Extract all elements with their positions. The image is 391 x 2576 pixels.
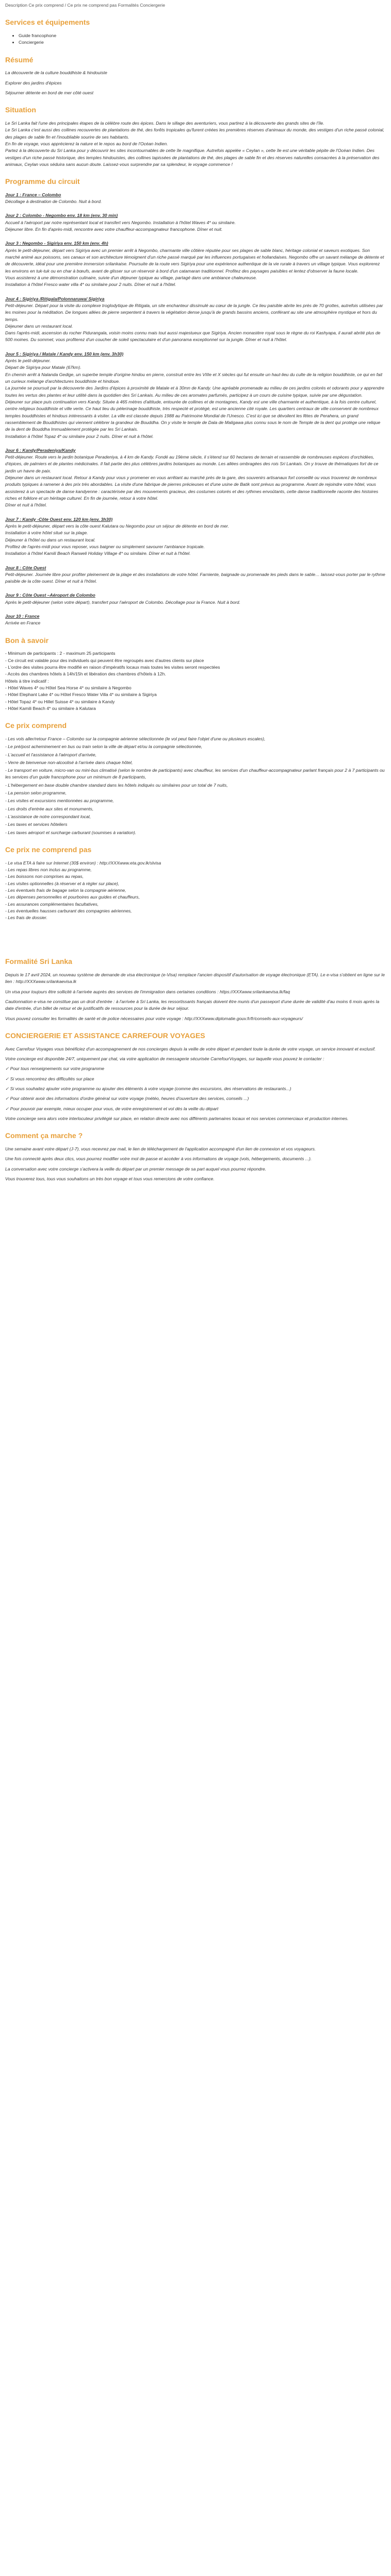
day-line: Après le petit-déjeuner, départ vers Sigiriya avec un premier arrêt à Negombo, charmante ville côtière réputée pour ses plages de sable blanc, héritage colonial et saveurs exotiques. Son marché animé aux poissons, ses canaux et son architecture témoignent d'un riche passé marqué par les influences portugaises et hollandaises. Negombo offre un savant mélange de détente et de découverte, idéal pour une première immersion srilankaise. Poursuite de la route vers Sigiriya pour une expérience authentique de la vie rurale à travers un village typique. Vous explorerez les environs en tuk-tuk ou en char à bœufs, avant de glisser sur un réservoir à bord d'un catamaran traditionnel. Profitez des paysages paisibles et lentez d'observer la faune locale.: [5, 247, 384, 274]
prix-comprend-line: - Les taxes aéroport et surcharge carburant (soumises à variation).: [5, 829, 137, 835]
prix-ne-comprend-line: - Les frais de dossier.: [5, 915, 47, 921]
day-title: Jour 9 : Côte Ouest –Aéroport de Colombo: [5, 592, 95, 598]
day-title: Jour 6 : Kandy/Peradeniya/Kandy: [5, 447, 76, 453]
bon-savoir-title: Bon à savoir: [5, 636, 49, 645]
resume-line: La découverte de la culture bouddhiste & hindouiste: [5, 70, 107, 76]
day-block: [5, 613, 386, 627]
services-item: • Guide francophone: [19, 32, 386, 39]
conciergerie-bullet: ✓ Si vous rencontrez des difficultés sur place: [5, 1076, 94, 1081]
day-line: Profitez de l'après-midi pour vous reposer, vous baigner ou simplement savourer l'ambiance tropicale.: [5, 544, 205, 549]
prix-comprend-line: - Les vols aller/retour France – Colombo sur la compagnie aérienne sélectionnée (le vol peut faire l'objet d'une ou plusieurs escales),: [5, 736, 266, 741]
situation-paragraph: Le Sri Lanka c'est aussi des collines recouvertes de plantations de thé, des forêts tropicales qu'furent créées les premières réserves d'animaux du monde, des vestiges d'un riche passé colonial, des plages de sable fin et l'inoubliable sourire de ses habitants.: [5, 127, 385, 140]
bon-savoir-line: - Minimum de participants : 2 - maximum 25 participants: [5, 651, 116, 656]
comment-title: Comment ça marche ?: [5, 1131, 83, 1140]
comment-paragraph: La conversation avec votre concierge s'activera la veille du départ par un premier message de sa part auquel vous pourrez répondre.: [5, 1166, 267, 1172]
prix-ne-comprend-line: - Les éventuelles hausses carburant des compagnies aériennes,: [5, 908, 132, 913]
day-line: En chemin arrêt à Nalanda Gedige, un superbe temple d'origine hindou en pierre, construit entre les VIIIe et X siècles qui fut ensuite un haut-lieu du culte de la religion bouddhiste, ce qui en fait un curieux mélange d'architectures bouddhiste et hindoue.: [5, 371, 383, 384]
conciergerie-bullet: ✓ Pour pouvoir par exemple, mieux occuper pour vous, de votre enregistrement et vol dès la veille du départ: [5, 1106, 219, 1111]
comment-paragraph: Une semaine avant votre départ (J-7), vous recevrez par mail, le lien de téléchargement de l'application accompagné d'un lien de connexion et vos voyageurs.: [5, 1146, 316, 1151]
prix-comprend-line: - L'hébergement en base double chambre standard dans les hôtels indiqués ou similaires pour un total de 7 nuits,: [5, 782, 228, 788]
day-title: Jour 5 : Sigiriya / Matale / Kandy env. 150 km (env. 3h30): [5, 351, 124, 357]
conciergerie-bullet: ✓ Pour obtenir avoir des informations d'ordre général sur votre voyage (météo, heures d'ouverture des services, conseils ...): [5, 1096, 249, 1101]
comment-paragraph: Une fois connecté après deux clics, vous pourrez modifier votre mot de passe et accéder à vos informations de voyage (vols, hébergements, documents ...).: [5, 1156, 312, 1162]
day-line: Après le petit-déjeuner.: [5, 358, 51, 364]
formalites-content: [5, 972, 386, 1022]
day-line: Petit-déjeuner. Route vers le jardin botanique Peradeniya, à 4 km de Kandy. Fondé au 19ème siècle, il s'étend sur 60 hectares de terrain et rassemble de nombreuses espèces d'orchidées, d'épices, de palmiers et de plantes médicinales. Il fait partie des plus célèbres jardins botaniques au monde. Les allées ombragées des rois Sri Lankais. On y trouve de thématiques fort de ce jardin un havre de paix.: [5, 454, 379, 473]
day-line: Petit-déjeuner. Journée libre pour profiter pleinement de la plage et des installations de votre hôtel. Farniente, baignade ou promenade les pieds dans le sable… laissez-vous porter par le rythme paisible de la côte ouest. Dîner et nuit à l'hôtel.: [5, 571, 385, 584]
programme-days: [5, 192, 386, 627]
situation-title: Situation: [5, 106, 36, 114]
day-line: Petit-déjeuner. Départ pour la visite du complexe troglodytique de Ritigala, un site enchanteur dissimulé au cœur de la jungle. Ce lieu paisible abrite les près de 70 grottes, autrefois utilisées par les moines pour la méditation. De longues allées de pierre serpentent à travers la végétation dense jusqu'à de grands bassins anciens, conférant au site une atmosphère mystique et hors du temps.: [5, 302, 383, 322]
situation-paragraph: Le Sri Lanka fait l'une des principales étapes de la célèbre route des épices. Dans le sillage des aventuriers, vous partirez à la découverte des grands sites de l'île.: [5, 120, 324, 126]
bon-savoir-line: - Hôtel Kamili Beach 4* ou similaire à Kalutara: [5, 705, 96, 711]
day-line: Après le petit-déjeuner, départ vers la côte ouest Kalutara ou Negombo pour un séjour de détente en bord de mer.: [5, 523, 229, 529]
day-line: Dîner et nuit à l'hôtel.: [5, 502, 47, 508]
comment-paragraph: Vous trouverez tous, tous vous souhaitons un très bon voyage et tous vous remercions de votre confiance.: [5, 1176, 215, 1181]
day-block: [5, 516, 386, 557]
day-line: Décollage à destination de Colombo. Nuit à bord.: [5, 199, 102, 205]
formalites-paragraph: Depuis le 17 avril 2024, un nouveau système de demande de visa électronique (e-Visa) remplace l'ancien dispositif d'autorisation de voyage électronique (ETA). Le e-visa s'obtient en ligne sur le lien : http://XXXwww.srilankaevisa.lk: [5, 972, 385, 985]
formalites-paragraph: Vous pouvez consulter les formalités de santé et de police nécessaires pour votre voyage : http://XXXwww.diplomatie.gouv.fr/fr/conseils-aux-voyageurs/: [5, 1015, 303, 1021]
day-line: Départ de Sigiriya pour Matale (67km).: [5, 365, 82, 370]
day-block: [5, 240, 386, 288]
prix-ne-comprend-line: - Les assurances complémentaires facultatives,: [5, 901, 99, 907]
prix-ne-comprend-line: - Les dépenses personnelles et pourboires aux guides et chauffeurs,: [5, 894, 140, 900]
programme-title: Programme du circuit: [5, 177, 80, 186]
bon-savoir-line: - L'ordre des visites pourra être modifié en raison d'impératifs locaux mais toutes les visites seront respectées: [5, 665, 220, 670]
prix-ne-comprend-line: - Les visites optionnelles (à réserver et à régler sur place),: [5, 880, 120, 886]
prix-ne-comprend-title: Ce prix ne comprend pas: [5, 845, 92, 854]
day-block: [5, 192, 386, 206]
prix-comprend-line: - Le pré/post acheminement en bus ou train selon la ville de départ et/ou la compagnie sélectionnée,: [5, 744, 203, 750]
day-line: La journée se poursuit par la découverte des Jardins d'épices à proximité de Matale et à 30mn de Kandy. Une agréable promenade au milieu de ces jardins colorés et odorants pour y apprendre toutes les vertus des plantes et leur utilité dans la quotidien des Sri Lankais. Au milieu de ces aromates parfumés, participez à un cours de cuisine typique, suivie par une dégustation.: [5, 385, 384, 398]
resume-title: Résumé: [5, 55, 34, 64]
day-line: Déjeuner sur place puis continuation vers Kandy. Située à 465 mètres d'altitude, entourée de collines et de montagnes, Kandy est une ville charmante et authentique, à la fois centre culturel, centre religieux bouddhiste et ville verte. Ce haut lieu du pèlerinage bouddhiste, très respecté et protégé, est une ancienne cité royale. Les quartiers centraux de ville conservent de nombreux temples bouddhistes et hindous intéressants à visiter. La ville est classée depuis 1988 au Patrimoine Mondial de l'Unesco. C'est ici que se dévoilent les fêtes de Perahera, un grand rassemblement de Bouddhistes qui viennent célébrer la grandeur de Bouddha. On y visite le temple de Dala de Maligawa plus connu sous le nom de Temple de la dent qui protège une relique de la dent de Bouddha Immuablement protégée par les Sri Lankais.: [5, 399, 381, 432]
bon-savoir-line: - Hôtel Elephant Lake 4* ou Hôtel Fresco Water Villa 4* ou similaire à Sigiriya: [5, 692, 157, 698]
day-title: Jour 8 : Côte Ouest: [5, 565, 46, 570]
day-line: Arrivée en France: [5, 620, 41, 626]
prix-comprend-line: - L'accueil et l'assistance à l'aéroport d'arrivée,: [5, 752, 97, 757]
bon-savoir-line: Hôtels à titre indicatif :: [5, 678, 49, 684]
day-block: [5, 212, 386, 233]
day-line: Déjeuner dans un restaurant local.: [5, 323, 73, 329]
prix-ne-comprend-line: - Les repas libres non inclus au programme,: [5, 867, 92, 872]
conciergerie-bullet: ✓ Si vous souhaitez ajouter votre programme ou ajouter des éléments à votre voyage (comme des excursions, des réservations de restaurants...): [5, 1086, 291, 1091]
day-line: Déjeuner à l'hôtel ou dans un restaurant local.: [5, 537, 96, 543]
day-title: Jour 10 : France: [5, 614, 40, 619]
prix-ne-comprend-line: - Les boissons non comprises au repas,: [5, 874, 84, 879]
day-line: Installation à l'hôtel Topaz 4* ou similaire pour 2 nuits. Dîner et nuit à l'hôtel.: [5, 433, 154, 439]
day-block: [5, 592, 386, 606]
day-line: Après le petit-déjeuner (selon votre départ), transfert pour l'aéroport de Colombo. Décollage pour la France. Nuit à bord.: [5, 599, 240, 605]
services-list: [5, 32, 386, 46]
conciergerie-paragraph: Votre concierge est disponible 24/7, uniquement par chat, via votre application de messagerie sécurisée CarrefourVoyages, sur laquelle vous pouvez le contacter :: [5, 1056, 324, 1061]
day-line: Installation à l'hôtel Kamili Beach Ranweli Holiday Village 4* ou similaire. Dîner et nuit à l'hôtel.: [5, 551, 191, 556]
prix-ne-comprend-list: [5, 860, 386, 922]
day-block: [5, 351, 386, 440]
prix-comprend-line: - Les visites et excursions mentionnées au programme,: [5, 798, 114, 804]
situation-paragraph: Partez à la découverte du Sri Lanka pour y découvrir les sites incontournables de cette île magnifique. Autrefois appelée « Ceylan », cette île est une véritable pépite de l'Océan Indien. Des vestiges d'un riche passé historique, des temples hindouistes, des collines tapissées de plantations de thé, des plages de sable fin et des réserves naturelles consacrées à la préservation des animaux, Ceylan vous séduira sans aucun doute. Laissez-vous surprendre par sa splendeur, le voyage commence !: [5, 148, 380, 167]
day-title: Jour 4 : Sigiriya /Ritigala/Polonnaruwa/ Sigiriya: [5, 296, 105, 301]
conciergerie-closing: Votre concierge sera alors votre interlocuteur privilégié sur place, en relation directe avec nos différents partenaires locaux et nos services commerciaux et production internes.: [5, 1115, 349, 1121]
resume-line: Explorer des jardins d'épices: [5, 80, 62, 86]
prix-comprend-line: - Verre de bienvenue non-alcoolisé à l'arrivée dans chaque hôtel,: [5, 759, 133, 765]
day-line: Déjeuner dans un restaurant local. Retour à Kandy pour vous y promener en vous arrêtant au marché près de la gare, des souvenirs artisanaux fort conseillé ou vous trouverez de nombreux produits typiques à ramener à des prix très abordables. La visite d'une fabrique de pierres précieuses et d'une usine de Batik sont prévus au programme. Avant de rejoindre votre hôtel, vous assisterez à un spectacle de danse kandyenne : caractérisée par des mouvements gracieux, des costumes colorés et des rythmes envoûtants, cette danse traditionnelle raconte des histoires riches et folklore et un héritage culturel. En fin de journée, retour à votre hôtel.: [5, 475, 379, 501]
conciergerie-bullet: ✓ Pour tous renseignements sur votre programme: [5, 1066, 105, 1072]
day-block: [5, 296, 386, 344]
services-item: • Conciergerie: [19, 39, 386, 46]
services-title: Services et équipements: [5, 18, 90, 27]
day-line: Installation à votre hôtel situé sur la plage.: [5, 530, 88, 536]
day-title: Jour 3 : Negombo - Sigiriya env. 150 km (env. 4h): [5, 241, 108, 246]
day-line: Accueil à l'aéroport par notre représentant local et transfert vers Negombo. Installation à l'hôtel Waves 4* ou similaire.: [5, 219, 236, 225]
prix-ne-comprend-line: - Les éventuels frais de bagage selon la compagnie aérienne,: [5, 887, 126, 893]
bon-savoir-line: - Accès des chambres hôtels à 14h/15h et libération des chambres d'hôtels à 12h.: [5, 671, 166, 677]
page: [0, 0, 391, 1193]
conciergerie-bullets: [5, 1065, 386, 1112]
day-title: Jour 2 : Colombo - Negombo env. 18 km (env. 30 min): [5, 213, 118, 218]
day-title: Jour 1 : France – Colombo: [5, 192, 61, 197]
conciergerie-paragraph: Avec Carrefour Voyages vous bénéficiez d'un accompagnement de nos concierges depuis la veille de votre départ et pendant toute la durée de votre voyage, un service innovant et exclusif.: [5, 1046, 376, 1052]
day-line: Installation à l'hôtel Fresco water villa 4* ou similaire pour 2 nuits. Dîner et nuit à l'hôtel.: [5, 282, 176, 287]
day-block: [5, 447, 386, 509]
day-line: Dans l'après-midi, ascension du rocher Pidurangala, voisin moins connu mais tout aussi majestueux que Sigiriya. Ancien monastère royal sous le règne du roi Kashyapa, il aurait abrité plus de 500 moines. Du sommet, vous profiterez d'un coucher de soleil spectaculaire et d'un panorama exceptionnel sur la jungle. Dîner et nuit à l'hôtel.: [5, 330, 381, 343]
bon-savoir-line: - Hôtel Waves 4* ou Hôtel Sea Horse 4* ou similaire à Negombo: [5, 685, 132, 690]
prix-comprend-title: Ce prix comprend: [5, 721, 67, 730]
bon-savoir-line: - Ce circuit est valable pour des individuels qui peuvent être regroupés avec d'autres clients sur place: [5, 657, 204, 663]
day-block: [5, 565, 386, 585]
formalites-paragraph: Cautionnation e-visa ne constitue pas un droit d'entrée : à l'arrivée à Sri Lanka, les ressortissants français doivent être munis d'un passeport d'une durée de validité d'au moins 6 mois après la date d'entrée, d'un billet de retour et de justificatifs de ressources pour la durée de leur séjour.: [5, 999, 380, 1011]
prix-comprend-line: - L'assistance de notre correspondant local,: [5, 814, 91, 819]
prix-comprend-line: - Les droits d'entrée aux sites et monuments,: [5, 806, 94, 811]
bon-savoir-line: - Hôtel Topaz 4* ou Hillel Suisse 4* ou similaire à Kandy: [5, 699, 115, 704]
comment-content: [5, 1146, 386, 1182]
situation-paragraph: En fin de voyage, vous apprécierez la nature et le repos au bord de l'Océan Indien.: [5, 141, 168, 146]
prix-ne-comprend-line: - Le visa ETA à faire sur Internet (30$ environ) : http://XXXwww.eta.gov.lk/slvisa: [5, 860, 161, 866]
resume-line: Séjourner détente en bord de mer côté ouest: [5, 90, 94, 95]
prix-comprend-line: - La pension selon programme,: [5, 790, 67, 796]
conciergerie-title: CONCIERGERIE ET ASSISTANCE CARREFOUR VOYAGES: [5, 1031, 205, 1040]
day-title: Jour 7 : Kandy -Côte Ouest env. 120 km (env. 3h30): [5, 516, 113, 522]
day-line: Vous assisterez à une démonstration culinaire, suivie d'un déjeuner typique au village, partagé dans une ambiance chaleureuse.: [5, 275, 257, 280]
breadcrumb: Description Ce prix comprend / Ce prix ne comprend pas Formalités Conciergerie: [5, 3, 165, 8]
prix-comprend-line: - Le transport en voiture, micro-van ou mini-bus climatisé (selon le nombre de participants) avec chauffeur, les services d'un chauffeur-accompagnateur parlant français pour 2 à 7 participants ou les services d'un guide francophone pour un minimum de 8 participants,: [5, 768, 385, 780]
prix-comprend-list: [5, 736, 386, 836]
formalites-title: Formalité Sri Lanka: [5, 957, 72, 966]
day-line: Déjeuner libre. En fin d'après-midi, rencontre avec votre chauffeur-accompagnateur francophone. Dîner et nuit.: [5, 227, 223, 232]
prix-comprend-line: - Les taxes et services hôteliers: [5, 822, 68, 827]
formalites-paragraph: Un visa pour toujours être sollicité à l'arrivée auprès des services de l'immigration dans certaines conditions : https://XXXwww.srilankaevisa.lk/faq: [5, 989, 290, 994]
bon-savoir-list: [5, 650, 386, 712]
